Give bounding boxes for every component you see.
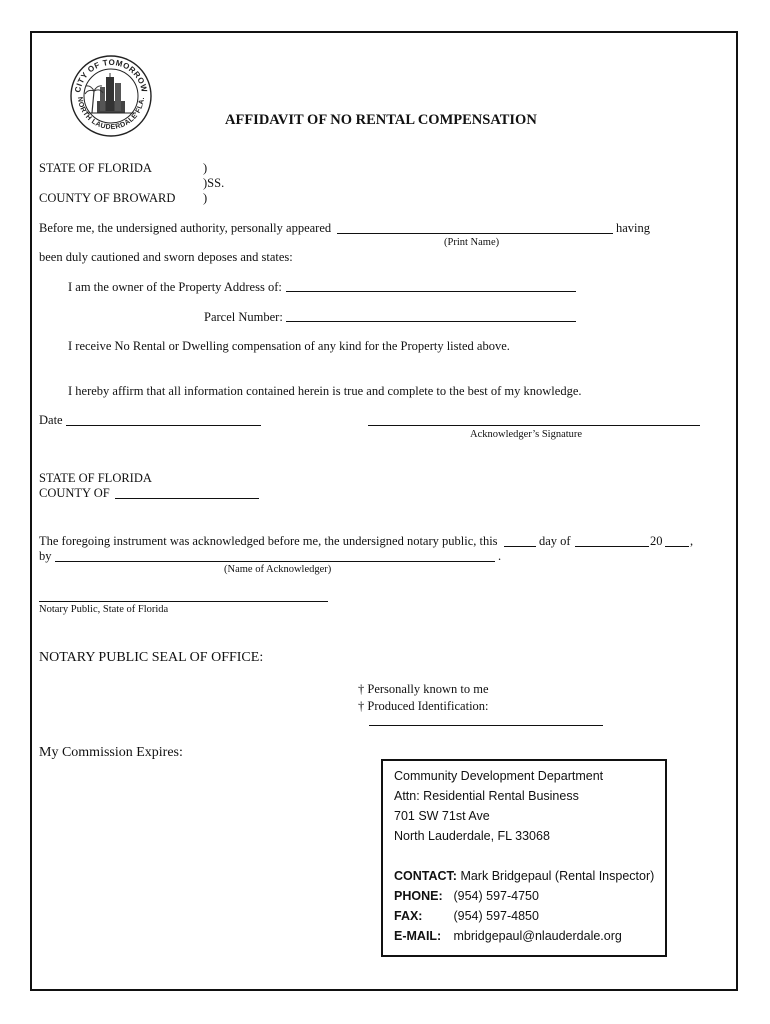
identification-type-field[interactable]: [369, 725, 603, 726]
ack-day-field[interactable]: [504, 546, 536, 547]
print-name-caption: (Print Name): [444, 237, 500, 248]
fax-value: (954) 597-4850: [453, 909, 539, 923]
contact-person-row: [394, 869, 654, 883]
venue-paren-2: ): [203, 191, 208, 205]
notary-venue-state: STATE OF FLORIDA: [39, 471, 152, 485]
print-name-field[interactable]: [337, 233, 613, 234]
commission-expires-label: My Commission Expires:: [39, 745, 183, 760]
property-address-label: I am the owner of the Property Address of:: [68, 280, 282, 294]
ack-month-field[interactable]: [575, 546, 649, 547]
contact-city: North Lauderdale, FL 33068: [394, 829, 550, 843]
date-label: Date: [39, 413, 63, 427]
day-of-text: day of: [539, 534, 571, 548]
acknowledger-signature-caption: Acknowledger’s Signature: [470, 429, 583, 440]
before-me-text: Before me, the undersigned authority, personally appeared: [39, 221, 332, 235]
affirm-statement: I hereby affirm that all information contained herein is true and complete to the best of my knowledge.: [68, 384, 582, 398]
produced-id-option[interactable]: † Produced Identification:: [358, 699, 489, 713]
parcel-number-field[interactable]: [286, 321, 576, 322]
acknowledger-signature-field[interactable]: [368, 425, 700, 426]
seal-bottom-text: NORTH LAUDERDALE FLA.: [75, 96, 146, 132]
phone-label: PHONE:: [394, 889, 443, 903]
year-comma: ,: [690, 534, 694, 548]
personally-known-option[interactable]: † Personally known to me: [358, 682, 489, 696]
venue-paren-1: ): [203, 161, 208, 175]
notary-county-field[interactable]: [115, 498, 259, 499]
document-title: AFFIDAVIT OF NO RENTAL COMPENSATION: [225, 112, 537, 128]
acknowledger-name-field[interactable]: [55, 561, 495, 562]
notary-seal-heading: NOTARY PUBLIC SEAL OF OFFICE:: [39, 650, 264, 665]
venue-state: STATE OF FLORIDA: [39, 161, 152, 175]
property-address-field[interactable]: [286, 291, 576, 292]
acknowledged-before-text: The foregoing instrument was acknowledged before me, the undersigned notary public, this: [39, 534, 498, 548]
date-field[interactable]: [66, 425, 261, 426]
having-text: having: [616, 221, 651, 235]
contact-street: 701 SW 71st Ave: [394, 809, 490, 823]
seal-top-text: CITY OF TOMORROW: [73, 57, 149, 94]
city-seal-logo: [70, 55, 152, 137]
duly-cautioned-text: been duly cautioned and sworn deposes and states:: [39, 250, 293, 264]
parcel-number-label: Parcel Number:: [204, 310, 283, 324]
contact-person: Mark Bridgepaul (Rental Inspector): [460, 869, 655, 883]
email-value[interactable]: mbridgepaul@nlauderdale.org: [453, 929, 622, 943]
contact-department: Community Development Department: [394, 769, 604, 783]
phone-value[interactable]: (954) 597-4750: [453, 889, 539, 903]
notary-venue-county-label: COUNTY OF: [39, 486, 110, 500]
fax-row: [394, 909, 539, 923]
email-label: E-MAIL:: [394, 929, 442, 943]
by-label: by: [39, 549, 52, 563]
contact-info-box: [381, 759, 667, 957]
phone-row: [394, 889, 539, 903]
by-period: .: [498, 549, 502, 563]
venue-county: COUNTY OF BROWARD: [39, 191, 176, 205]
ack-year-field[interactable]: [665, 546, 689, 547]
notary-public-caption: Notary Public, State of Florida: [39, 604, 169, 615]
email-row: [394, 929, 622, 943]
year-prefix-text: 20: [650, 534, 663, 548]
contact-attn: Attn: Residential Rental Business: [394, 789, 579, 803]
contact-label: CONTACT:: [394, 869, 457, 883]
name-of-acknowledger-caption: (Name of Acknowledger): [224, 564, 332, 575]
venue-ss: )SS.: [203, 176, 225, 190]
fax-label: FAX:: [394, 909, 423, 923]
notary-signature-field[interactable]: [39, 601, 328, 602]
no-rental-statement: I receive No Rental or Dwelling compensation of any kind for the Property listed above.: [68, 339, 510, 353]
